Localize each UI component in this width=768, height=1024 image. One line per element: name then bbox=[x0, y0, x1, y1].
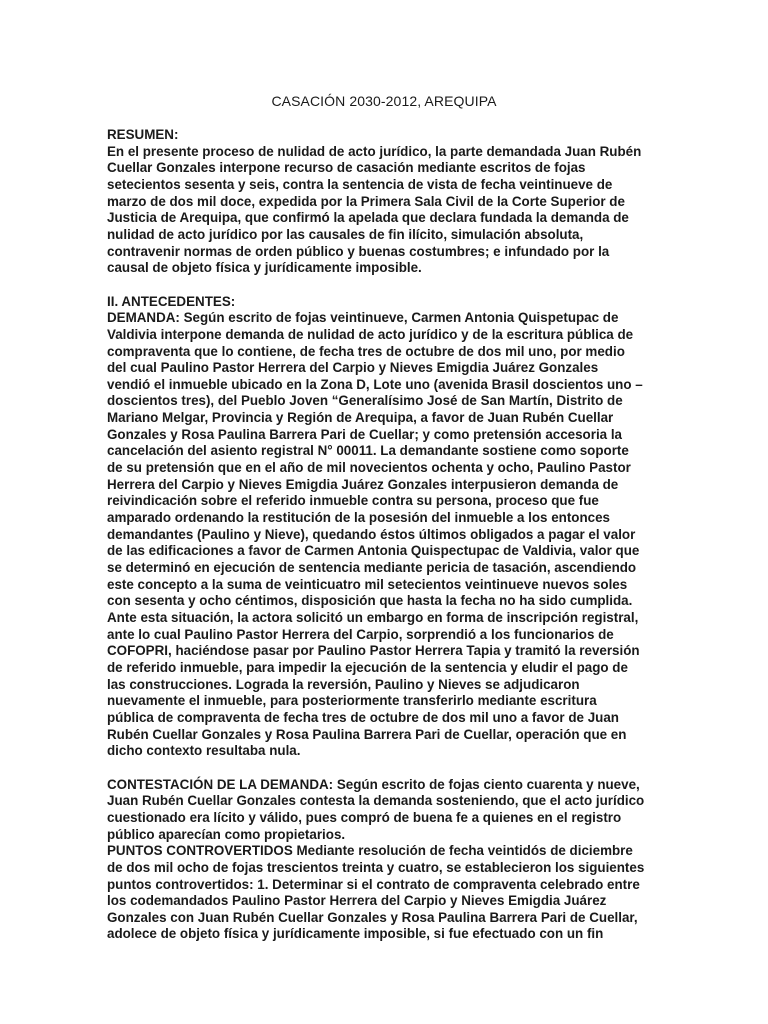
resumen-line: En el presente proceso de nulidad de acto jurídico, la parte demandada Juan Rubén bbox=[107, 143, 642, 159]
antecedentes-line: se determinó en ejecución de sentencia mediante pericia de tasación, ascendiendo bbox=[107, 560, 637, 576]
resumen-heading: RESUMEN: bbox=[107, 127, 179, 142]
resumen-line: nulidad de acto jurídico por las causales de fin ilícito, simulación absoluta, bbox=[107, 226, 584, 242]
antecedentes-line: Mariano Melgar, Provincia y Región de Arequipa, a favor de Juan Rubén Cuellar bbox=[107, 410, 614, 426]
antecedentes-line: compraventa que lo contiene, de fecha tres de octubre de dos mil uno, por medio bbox=[107, 343, 625, 359]
antecedentes-line: COFOPRI, haciéndose pasar por Paulino Pastor Herrera Tapia y tramitó la reversión bbox=[107, 643, 640, 659]
antecedentes-line: del cual Paulino Pastor Herrera del Carpio y Nieves Emigdia Juárez Gonzales bbox=[107, 360, 599, 376]
antecedentes-line: vendió el inmueble ubicado en la Zona D, Lote uno (avenida Brasil doscientos uno – bbox=[107, 376, 643, 392]
antecedentes-line: de las edificaciones a favor de Carmen Antonia Quispectupac de Valdivia, valor que bbox=[107, 543, 640, 559]
antecedentes-line: de su pretensión que en el año de mil novecientos ochenta y ocho, Paulino Pastor bbox=[107, 460, 631, 476]
antecedentes-line: pública de compraventa de fecha tres de octubre de dos mil uno a favor de Juan bbox=[107, 709, 619, 725]
contestacion-line: Gonzales con Juan Rubén Cuellar Gonzales y Rosa Paulina Barrera Pari de Cuellar, bbox=[107, 909, 638, 925]
document-body bbox=[107, 127, 667, 943]
contestacion-line: cuestionado era lícito y válido, pues compró de buena fe a quienes en el registro bbox=[107, 809, 622, 825]
antecedentes-line: este concepto a la suma de veinticuatro mil setecientos veintinueve nuevos soles bbox=[107, 576, 628, 592]
contestacion-line: adolece de objeto física y jurídicamente imposible, si fue efectuado con un fin bbox=[107, 926, 604, 942]
antecedentes-line: demandantes (Paulino y Nieve), quedando éstos últimos obligados a pagar el valor bbox=[107, 526, 636, 542]
contestacion-line: los codemandados Paulino Pastor Herrera del Carpio y Nieves Emigdia Juárez bbox=[107, 893, 607, 909]
antecedentes-line: Herrera del Carpio y Nieves Emigdia Juárez Gonzales interpusieron demanda de bbox=[107, 476, 619, 492]
antecedentes-line: de referido inmueble, para impedir la ejecución de la sentencia y eludir el pago de bbox=[107, 659, 628, 675]
section-spacer bbox=[107, 760, 667, 777]
resumen-line: Justicia de Arequipa, que confirmó la apelada que declara fundada la demanda de bbox=[107, 210, 629, 226]
contestacion-line: puntos controvertidos: 1. Determinar si el contrato de compraventa celebrado entre bbox=[107, 876, 640, 892]
resumen-line: setecientos sesenta y seis, contra la sentencia de vista de fecha veintinueve de bbox=[107, 176, 613, 192]
resumen-paragraph bbox=[107, 144, 667, 277]
antecedentes-line: Valdivia interpone demanda de nulidad de acto jurídico y de la escritura pública de bbox=[107, 326, 634, 342]
resumen-line: contravenir normas de orden público y buenas costumbres; e infundado por la bbox=[107, 243, 610, 259]
antecedentes-line: reivindicación sobre el referido inmueble contra su persona, proceso que fue bbox=[107, 493, 599, 509]
antecedentes-line: nuevamente el inmueble, para posteriormente transferirlo mediante escritura bbox=[107, 693, 597, 709]
resumen-line: causal de objeto física y jurídicamente imposible. bbox=[107, 260, 422, 276]
resumen-section bbox=[107, 127, 667, 277]
antecedentes-paragraph bbox=[107, 310, 667, 760]
contestacion-section bbox=[107, 777, 667, 944]
antecedentes-section bbox=[107, 294, 667, 760]
contestacion-paragraph bbox=[107, 777, 667, 944]
contestacion-line: de dos mil ocho de fojas trescientos treinta y cuatro, se establecieron los siguientes bbox=[107, 859, 645, 875]
contestacion-line: público aparecían como propietarios. bbox=[107, 826, 346, 842]
antecedentes-line: dicho contexto resultaba nula. bbox=[107, 743, 301, 759]
antecedentes-heading: II. ANTECEDENTES: bbox=[107, 293, 236, 309]
antecedentes-line: Rubén Cuellar Gonzales y Rosa Paulina Barrera Pari de Cuellar, operación que en bbox=[107, 726, 627, 742]
antecedentes-line: amparado ordenando la restitución de la posesión del inmueble a los entonces bbox=[107, 510, 611, 526]
antecedentes-line: DEMANDA: Según escrito de fojas veintinueve, Carmen Antonia Quispetupac de bbox=[107, 310, 619, 326]
antecedentes-line: Gonzales y Rosa Paulina Barrera Pari de Cuellar; y como pretensión accesoria la bbox=[107, 426, 623, 442]
antecedentes-line: cancelación del asiento registral N° 00011. La demandante sostiene como soporte bbox=[107, 443, 629, 459]
contestacion-line: PUNTOS CONTROVERTIDOS Mediante resolución de fecha veintidós de diciembre bbox=[107, 843, 633, 859]
antecedentes-line: con sesenta y ocho céntimos, disposición que hasta la fecha no ha sido cumplida. bbox=[107, 593, 633, 609]
contestacion-line: Juan Rubén Cuellar Gonzales contesta la demanda sosteniendo, que el acto jurídico bbox=[107, 793, 645, 809]
antecedentes-line: Ante esta situación, la actora solicitó un embargo en forma de inscripción registral, bbox=[107, 610, 639, 626]
resumen-line: marzo de dos mil doce, expedida por la Primera Sala Civil de la Corte Superior de bbox=[107, 193, 625, 209]
document-title: CASACIÓN 2030-2012, AREQUIPA bbox=[271, 93, 497, 109]
resumen-line: Cuellar Gonzales interpone recurso de casación mediante escritos de fojas bbox=[107, 160, 586, 176]
contestacion-line: CONTESTACIÓN DE LA DEMANDA: Según escrito de fojas ciento cuarenta y nueve, bbox=[107, 776, 640, 792]
antecedentes-line: ante lo cual Paulino Pastor Herrera del Carpio, sorprendió a los funcionarios de bbox=[107, 626, 614, 642]
section-spacer bbox=[107, 277, 667, 294]
antecedentes-line: las construcciones. Lograda la reversión, Paulino y Nieves se adjudicaron bbox=[107, 676, 580, 692]
antecedentes-line: doscientos tres), del Pueblo Joven “Generalísimo José de San Martín, Distrito de bbox=[107, 393, 623, 409]
